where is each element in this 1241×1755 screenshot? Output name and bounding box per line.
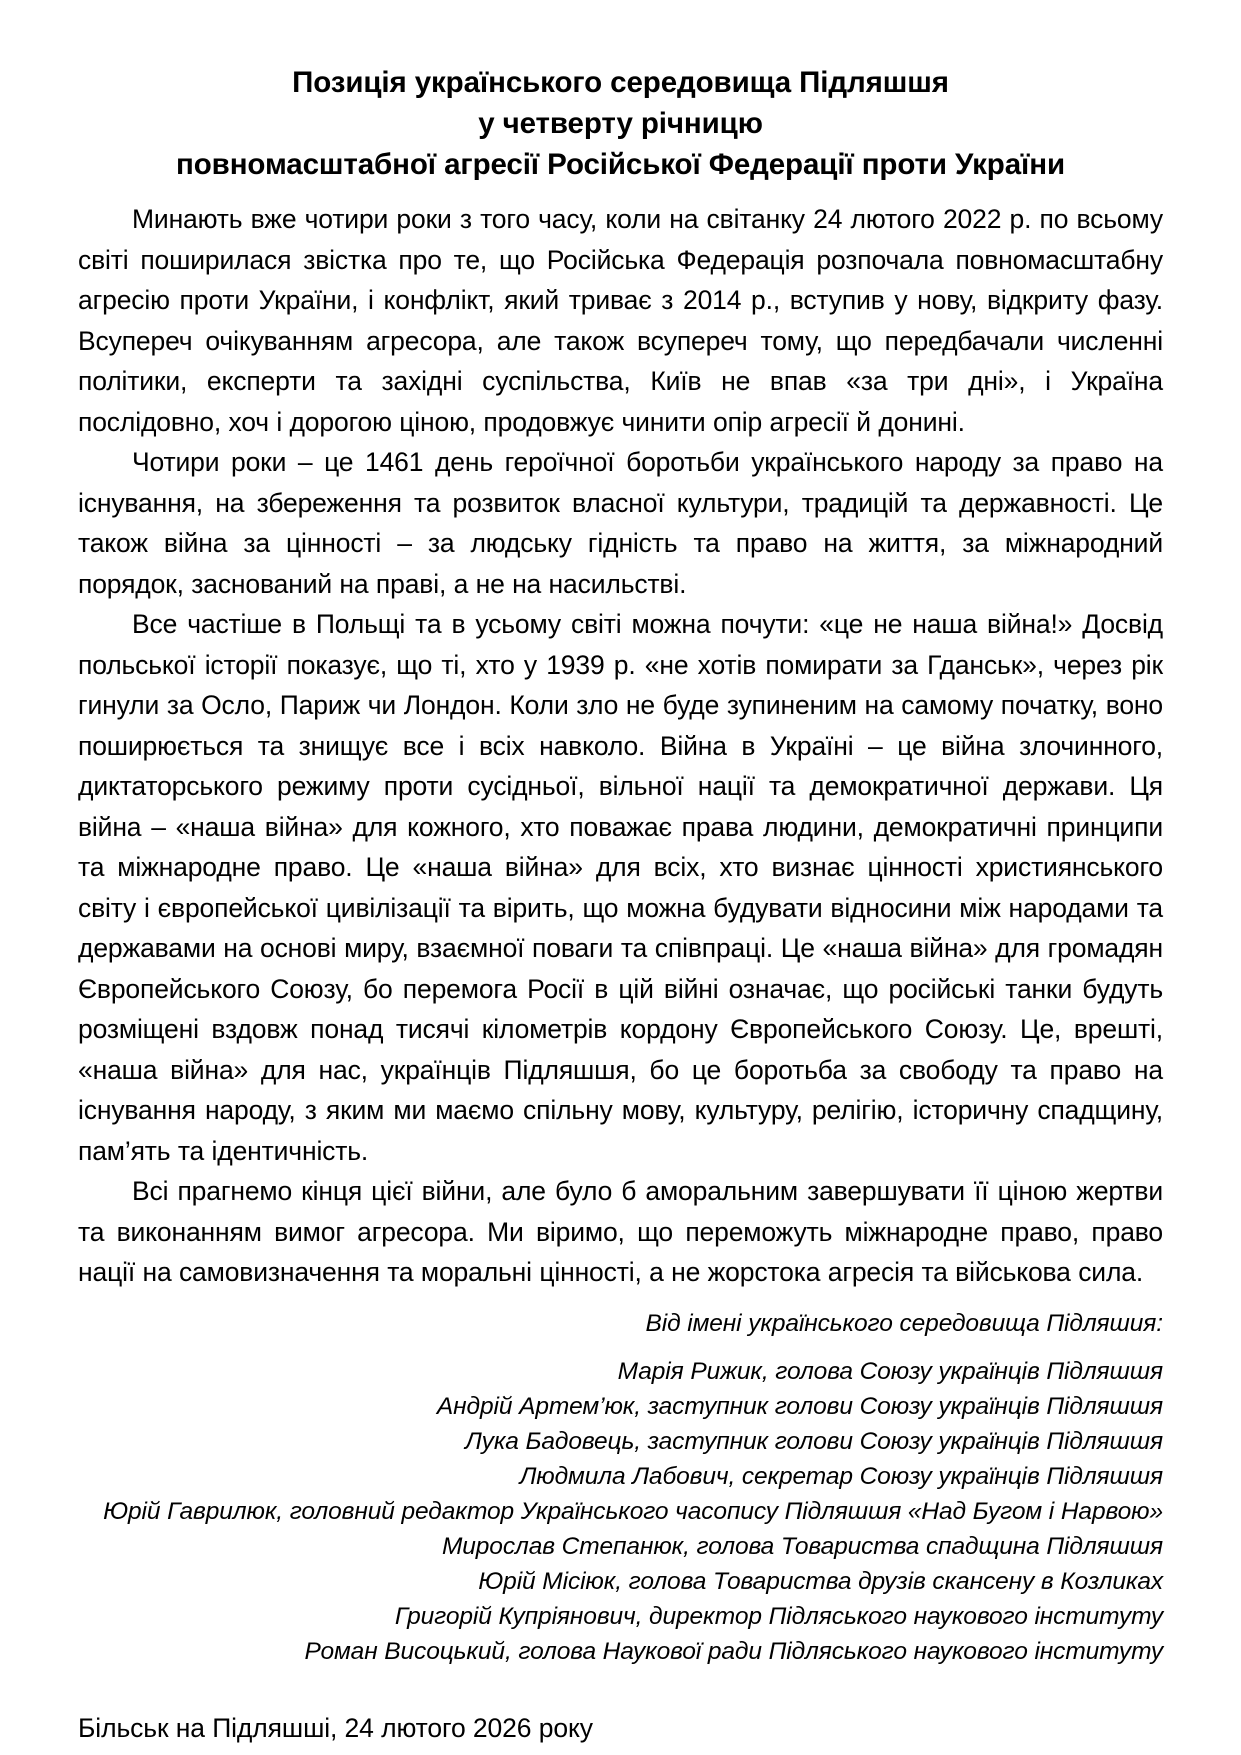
signatory-line: Мирослав Степанюк, голова Товариства спадщина Підляшшя — [441, 1532, 1163, 1560]
closing-place-date: Більськ на Підляшші, 24 лютого 2026 року — [78, 1712, 593, 1743]
signature-lead: Від імені українського середовища Підляшия: — [645, 1309, 1163, 1337]
signatory-line: Григорій Купріянович, директор Підляського наукового інституту — [394, 1602, 1163, 1630]
signatory-line: Лука Бадовець, заступник голови Союзу українців Підляшшя — [464, 1427, 1163, 1455]
body-paragraph: Чотири роки – це 1461 день героїчної боротьби українського народу за право на існування, на збереження та розвиток власної культури, традицій та державності. Це також війна за цінності – за людську гідність та право на життя, за міжнародний порядок, заснований на праві, а не на насильстві. — [78, 447, 1163, 599]
page-title — [78, 62, 1163, 185]
body-paragraph: Всі прагнемо кінця цієї війни, але було б аморальним завершувати її ціною жертви та виконанням вимог агресора. Ми віримо, що переможуть міжнародне право, право нації на самовизначення та моральні цінності, а не жорстока агресія та військова сила. — [78, 1176, 1163, 1287]
page-title-line-1: Позиція українського середовища Підляшшя — [292, 66, 949, 99]
signature-block — [78, 1306, 1163, 1669]
body-paragraph: Минають вже чотири роки з того часу, коли на світанку 24 лютого 2022 р. по всьому світі поширилася звістка про те, що Російська Федерація розпочала повномасштабну агресію проти України, і конфлікт, який триває з 2014 р., вступив у нову, відкриту фазу. Всупереч очікуванням агресора, але також всупереч тому, що передбачали численні політики, експерти та західні суспільства, Київ не впав «за три дні», і Україна послідовно, хоч і дорогою ціною, продовжує чинити опір агресії й донині. — [78, 204, 1163, 437]
body-paragraph: Все частіше в Польщі та в усьому світі можна почути: «це не наша війна!» Досвід польської історії показує, що ті, хто у 1939 р. «не хотів помирати за Гданськ», через рік гинули за Осло, Париж чи Лондон. Коли зло не буде зупиненим на самому початку, воно поширюється та знищує все і всіх навколо. Війна в Україні – це війна злочинного, диктаторського режиму проти сусідньої, вільної нації та демократичної держави. Ця війна – «наша війна» для кожного, хто поважає права людини, демократичні принципи та міжнародне право. Це «наша війна» для всіх, хто визнає цінності християнського світу і європейської цивілізації та вірить, що можна будувати відносини між народами та державами на основі миру, взаємної поваги та співпраці. Це «наша війна» для громадян Європейського Союзу, бо перемога Росії в цій війні означає, що російські танки будуть розміщені вздовж понад тисячі кілометрів кордону Європейського Союзу. Це, врешті, «наша війна» для нас, українців Підляшшя, бо це боротьба за свободу та право на існування народу, з яким ми маємо спільну мову, культуру, релігію, історичну спадщину, пам’ять та ідентичність. — [78, 609, 1163, 1166]
signatory-line: Марія Рижик, голова Союзу українців Підляшшя — [617, 1357, 1163, 1385]
page-title-line-2: у четверту річницю — [478, 107, 763, 140]
page-title-line-3: повномасштабної агресії Російської Федерації проти України — [176, 148, 1065, 181]
signatory-line: Людмила Лабович, секретар Союзу українців Підляшшя — [519, 1462, 1163, 1490]
document-body — [78, 199, 1163, 1293]
signatory-line: Юрій Гаврилюк, головний редактор Українського часопису Підляшшя «Над Бугом і Нарвою» — [103, 1497, 1163, 1525]
signatory-line: Роман Висоцький, голова Наукової ради Підляського наукового інституту — [304, 1637, 1163, 1665]
signatory-line: Юрій Місіюк, голова Товариства друзів скансену в Козликах — [478, 1567, 1163, 1595]
signatory-line: Андрій Артем’юк, заступник голови Союзу українців Підляшшя — [436, 1392, 1163, 1420]
